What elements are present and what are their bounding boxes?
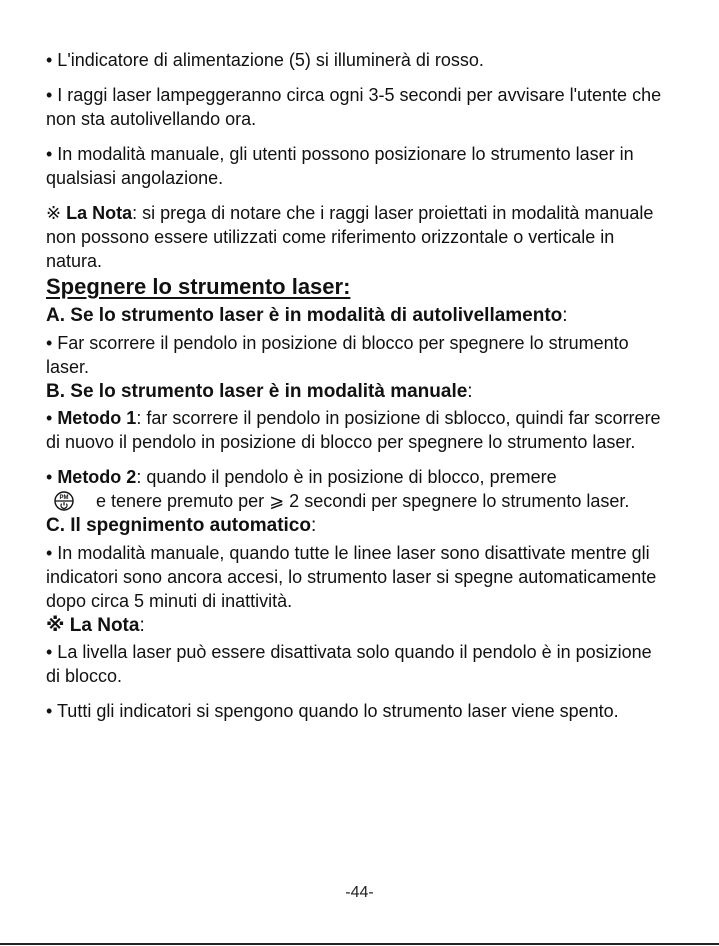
note2-colon: : — [139, 615, 145, 636]
note-text: : si prega di notare che i raggi laser proiettati in modalità manuale non possono essere utilizzati come riferimento orizzontale o verticale in natura. — [46, 203, 654, 271]
subsection-a-bullet: • Far scorrere il pendolo in posizione di blocco per spegnere lo strumento laser. — [46, 333, 629, 377]
subsection-a-colon: : — [562, 305, 568, 326]
intro-bullet-power-indicator: • L'indicatore di alimentazione (5) si illuminerà di rosso. — [46, 50, 484, 70]
manual-page — [46, 48, 666, 723]
subsection-c-colon: : — [310, 515, 317, 536]
note2-heading — [46, 613, 666, 639]
subsection-a-title: A. Se lo strumento laser è in modalità di autolivellamento — [46, 305, 563, 326]
method-2 — [46, 465, 666, 513]
note2-symbol: ※ — [46, 615, 65, 636]
note-label: La Nota — [66, 203, 133, 223]
intro-note — [46, 201, 666, 273]
subsection-a-heading — [46, 303, 666, 329]
bullet-marker: • — [46, 408, 58, 428]
section-title: Spegnere lo strumento laser: — [46, 274, 351, 299]
subsection-b-colon: : — [467, 381, 473, 402]
bottom-divider — [0, 943, 719, 945]
method-1-text: : far scorrere il pendolo in posizione di sblocco, quindi far scorrere di nuovo il pendolo in posizione di blocco per spegnere lo strumento laser. — [46, 408, 661, 452]
subsection-c-bullet: • In modalità manuale, quando tutte le linee laser sono disattivate mentre gli indicatori sono ancora accesi, lo strumento laser si spegne automaticamente dopo circa 5 minuti di inattività. — [46, 543, 657, 611]
note2-label: La Nota — [69, 615, 140, 636]
subsection-b-heading — [46, 379, 666, 405]
method-1 — [46, 406, 666, 454]
note-symbol: ※ — [46, 203, 62, 223]
intro-bullet-manual-mode: • In modalità manuale, gli utenti possono posizionare lo strumento laser in qualsiasi angolazione. — [46, 144, 634, 188]
method-2-label: Metodo 2 — [57, 467, 137, 487]
method-2-text: : quando il pendolo è in posizione di blocco, premere — [136, 467, 557, 487]
subsection-c-title: C. Il spegnimento automatico — [46, 515, 311, 536]
note2-bullet-pendulum: • La livella laser può essere disattivata solo quando il pendolo è in posizione di blocco. — [46, 642, 652, 686]
svg-text:PM: PM — [59, 495, 69, 501]
intro-bullet-laser-blink: • I raggi laser lampeggeranno circa ogni 3-5 secondi per avvisare l'utente che non sta autolivellando ora. — [46, 85, 662, 129]
subsection-c-heading — [46, 513, 666, 539]
page-number: -44- — [345, 884, 374, 901]
subsection-b-title: B. Se lo strumento laser è in modalità manuale — [46, 381, 468, 402]
power-mode-icon — [54, 491, 74, 511]
note2-bullet-indicators: • Tutti gli indicatori si spengono quando lo strumento laser viene spento. — [46, 701, 619, 721]
method-2-text-cont: e tenere premuto per ⩾ 2 secondi per spegnere lo strumento laser. — [96, 491, 630, 511]
bullet-marker: • — [46, 467, 58, 487]
method-1-label: Metodo 1 — [57, 408, 137, 428]
